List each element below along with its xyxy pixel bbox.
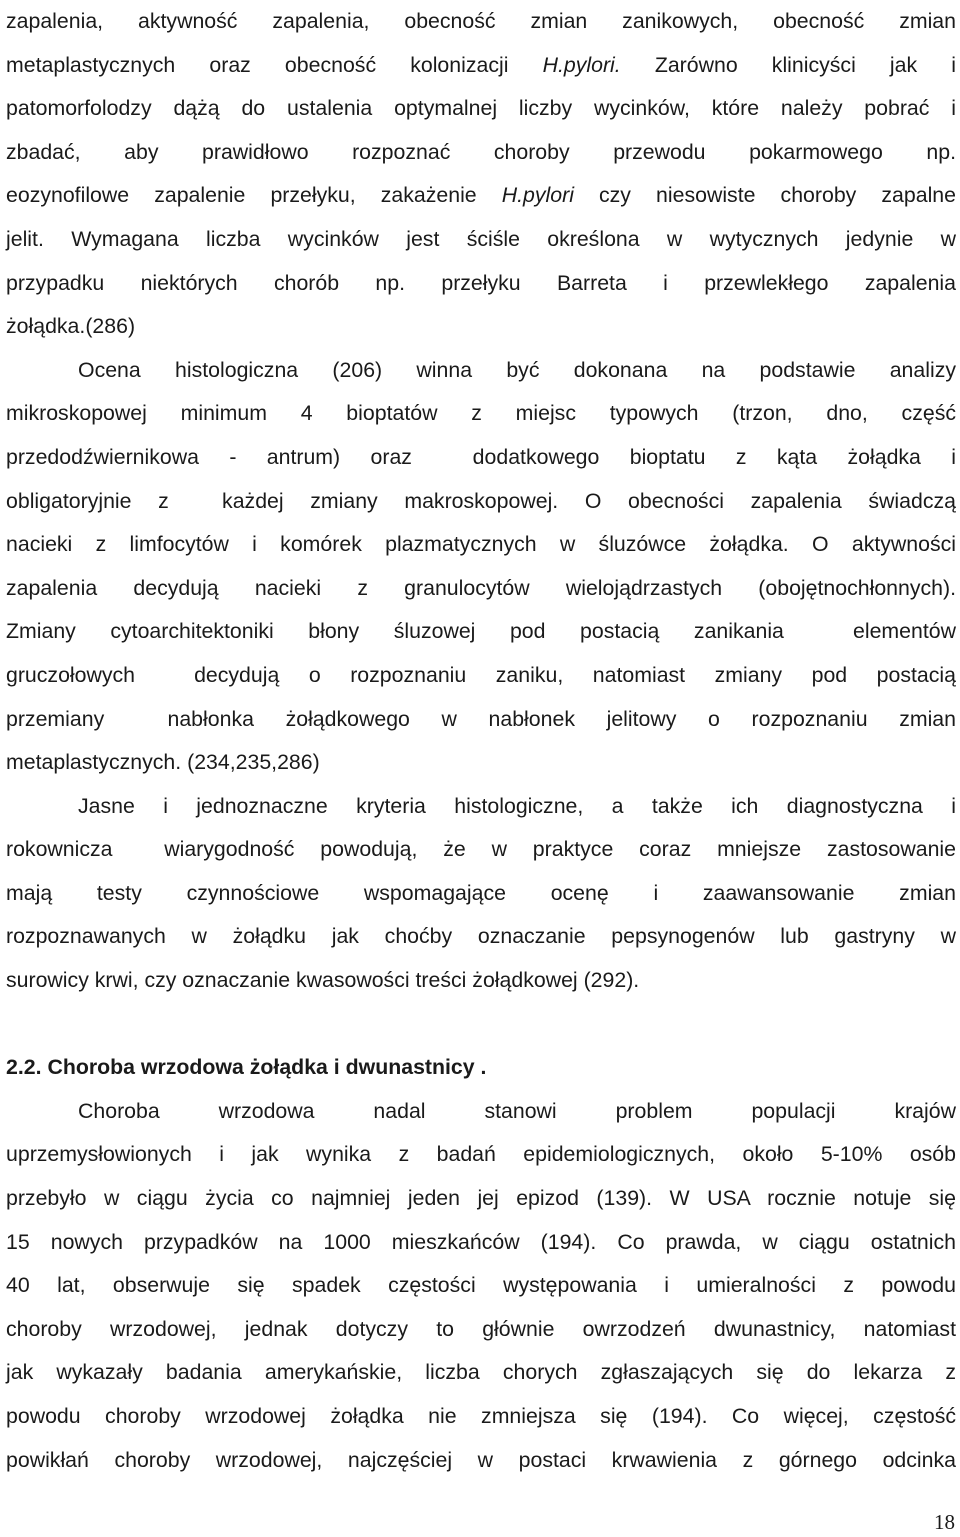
text-fragment: przemiany nabłonka żołądkowego w nabłonek jelitowy o rozpoznaniu zmian	[6, 706, 956, 731]
text-line	[6, 959, 956, 1003]
section-heading: 2.2. Choroba wrzodowa żołądka i dwunastnicy .	[6, 1055, 487, 1080]
paragraph	[6, 349, 956, 785]
paragraph	[6, 0, 956, 349]
text-fragment: Zmiany cytoarchitektoniki błony śluzowej pod postacią zanikania elementów	[6, 619, 956, 644]
text-fragment: Ocena histologiczna (206) winna być dokonana na podstawie analizy	[78, 357, 956, 382]
text-line	[6, 262, 956, 306]
text-fragment: obligatoryjnie z każdej zmiany makroskopowej. O obecności zapalenia świadczą	[6, 488, 956, 513]
text-fragment: gruczołowych decydują o rozpoznaniu zaniku, natomiast zmiany pod postacią	[6, 662, 956, 687]
text-fragment: rozpoznawanych w żołądku jak choćby oznaczanie pepsynogenów lub gastryny w	[6, 924, 956, 949]
body-text	[6, 0, 956, 1482]
text-line	[6, 218, 956, 262]
text-line	[6, 915, 956, 959]
text-line	[6, 392, 956, 436]
text-fragment: mają testy czynnościowe wspomagające ocenę i zaawansowanie zmian	[6, 880, 956, 905]
text-fragment: żołądka.(286)	[6, 314, 136, 339]
text-line	[6, 610, 956, 654]
text-fragment: 40 lat, obserwuje się spadek częstości występowania i umieralności z powodu	[6, 1273, 956, 1298]
text-line	[6, 480, 956, 524]
italic-text: H.pylori.	[542, 52, 621, 77]
text-fragment: Jasne i jednoznaczne kryteria histologiczne, a także ich diagnostyczna i	[78, 793, 956, 818]
text-fragment: Zarówno klinicyści jak i	[620, 52, 957, 77]
text-fragment: metaplastycznych. (234,235,286)	[6, 750, 320, 775]
text-line	[6, 1395, 956, 1439]
text-line	[6, 1221, 956, 1265]
text-fragment: metaplastycznych oraz obecność kolonizacji	[6, 52, 543, 77]
text-line	[6, 523, 956, 567]
text-line	[6, 741, 956, 785]
text-fragment: nacieki z limfocytów i komórek plazmatycznych w śluzówce żołądka. O aktywności	[6, 532, 956, 557]
text-line	[6, 436, 956, 480]
text-fragment: zapalenia, aktywność zapalenia, obecność zmian zanikowych, obecność zmian	[6, 9, 956, 33]
text-line	[6, 174, 956, 218]
text-fragment: Choroba wrzodowa nadal stanowi problem populacji krajów	[78, 1098, 956, 1123]
text-fragment: choroby wrzodowej, jednak dotyczy to głównie owrzodzeń dwunastnicy, natomiast	[6, 1316, 956, 1341]
text-fragment: jak wykazały badania amerykańskie, liczba chorych zgłaszających się do lekarza z	[6, 1360, 956, 1385]
text-fragment: zapalenia decydują nacieki z granulocytów wielojądrzastych (obojętnochłonnych).	[6, 575, 956, 600]
text-line	[6, 1439, 956, 1483]
paragraph	[6, 1090, 956, 1482]
text-line	[6, 305, 956, 349]
text-line	[6, 1264, 956, 1308]
page-number: 18	[934, 1510, 955, 1534]
text-line	[6, 872, 956, 916]
text-fragment: 15 nowych przypadków na 1000 mieszkańców (194). Co prawda, w ciągu ostatnich	[6, 1229, 956, 1254]
text-line	[6, 87, 956, 131]
text-fragment: przebyło w ciągu życia co najmniej jeden jej epizod (139). W USA rocznie notuje się	[6, 1186, 956, 1211]
text-fragment: mikroskopowej minimum 4 bioptatów z miejsc typowych (trzon, dno, część	[6, 401, 956, 426]
text-fragment: patomorfolodzy dążą do ustalenia optymalnej liczby wycinków, które należy pobrać i	[6, 96, 956, 121]
text-line	[6, 1308, 956, 1352]
italic-text: H.pylori	[501, 183, 574, 208]
text-line	[6, 785, 956, 829]
paragraph	[6, 785, 956, 1003]
text-line	[6, 44, 956, 88]
text-line	[6, 1351, 956, 1395]
text-line	[6, 567, 956, 611]
text-line	[6, 1090, 956, 1134]
text-line	[6, 1177, 956, 1221]
text-fragment: rokownicza wiarygodność powodują, że w praktyce coraz mniejsze zastosowanie	[6, 837, 956, 862]
text-line	[6, 349, 956, 393]
text-fragment: jelit. Wymagana liczba wycinków jest ściśle określona w wytycznych jedynie w	[6, 226, 956, 251]
text-fragment: eozynofilowe zapalenie przełyku, zakażenie	[6, 183, 502, 208]
document-page	[6, 0, 956, 1482]
text-line	[6, 131, 956, 175]
text-line	[6, 0, 956, 44]
text-fragment: powodu choroby wrzodowej żołądka nie zmniejsza się (194). Co więcej, częstość	[6, 1404, 956, 1428]
text-line	[6, 698, 956, 742]
text-line	[6, 1133, 956, 1177]
text-fragment: przedodźwiernikowa - antrum) oraz dodatkowego bioptatu z kąta żołądka i	[6, 444, 956, 469]
text-fragment: zbadać, aby prawidłowo rozpoznać choroby przewodu pokarmowego np.	[6, 139, 956, 164]
section-spacer	[6, 1003, 956, 1047]
text-fragment: uprzemysłowionych i jak wynika z badań epidemiologicznych, około 5-10% osób	[6, 1142, 956, 1167]
text-line	[6, 828, 956, 872]
text-fragment: powikłań choroby wrzodowej, najczęściej w postaci krwawienia z górnego odcinka	[6, 1447, 956, 1472]
text-fragment: przypadku niektórych chorób np. przełyku Barreta i przewlekłego zapalenia	[6, 270, 956, 295]
text-fragment: czy niesowiste choroby zapalne	[573, 183, 956, 208]
text-fragment: surowicy krwi, czy oznaczanie kwasowości treści żołądkowej (292).	[6, 968, 640, 993]
text-line	[6, 654, 956, 698]
